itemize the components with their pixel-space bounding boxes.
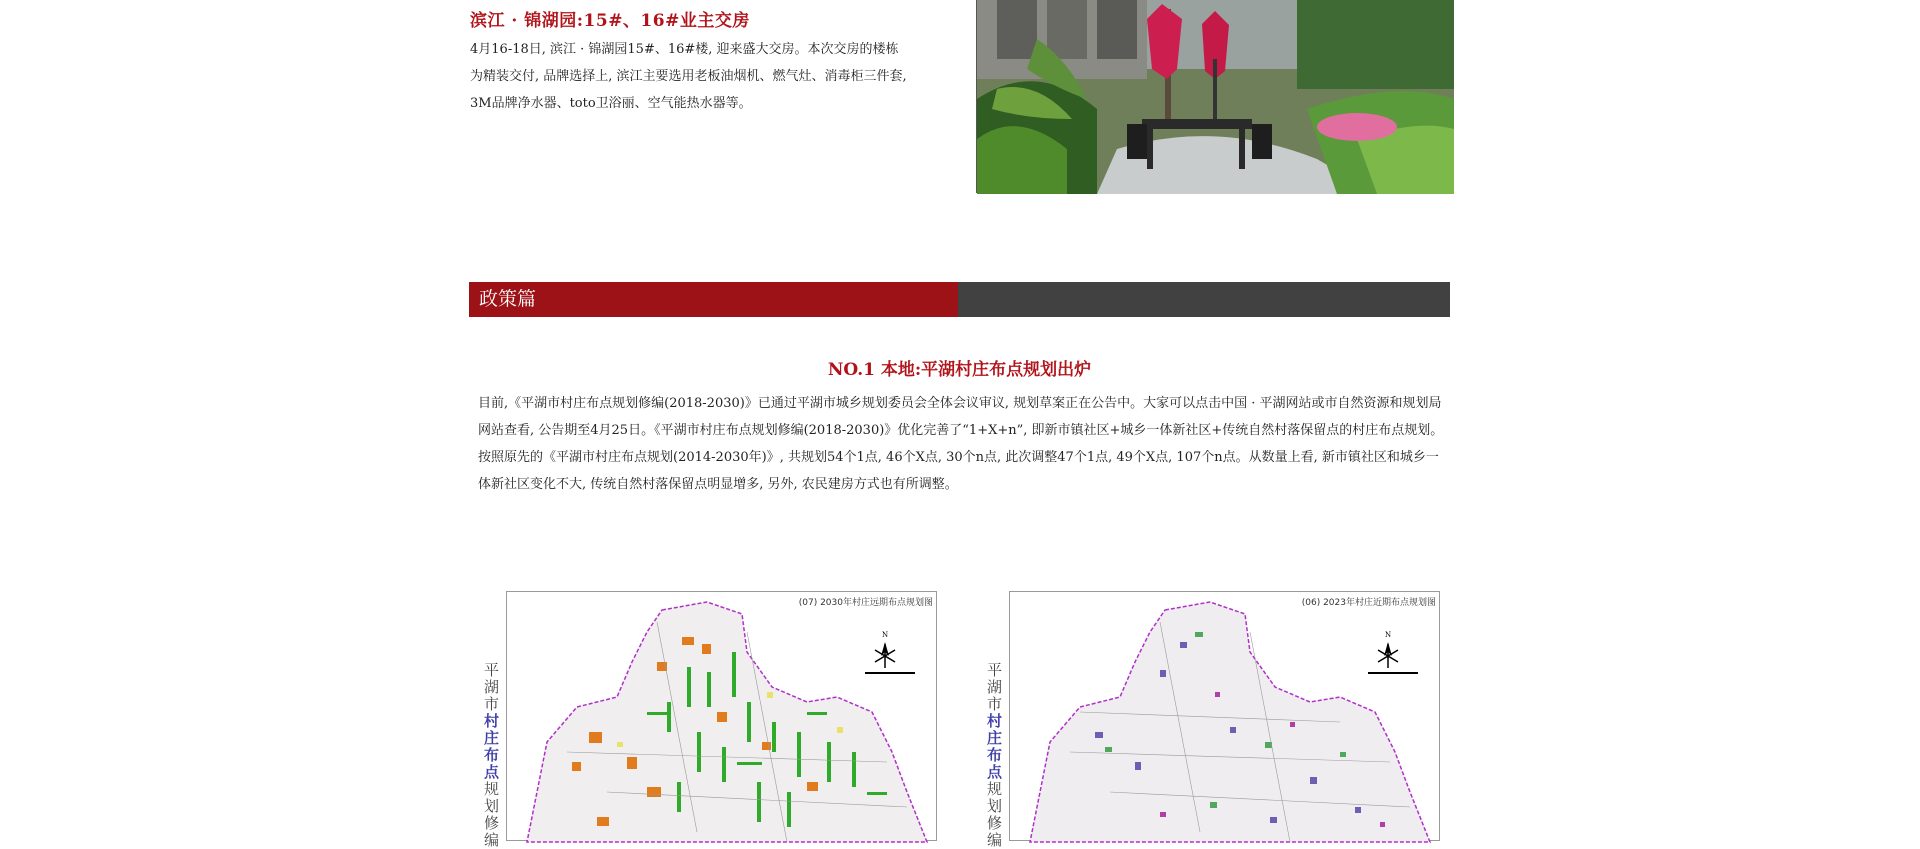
- section-label: 政策篇: [469, 282, 958, 317]
- map-vertical-title: 平湖市村庄布点规划修编: [987, 661, 1003, 849]
- compass-icon: [1368, 631, 1418, 674]
- article-paragraph: 目前,《平湖市村庄布点规划修编(2018-2030)》已通过平湖市城乡规划委员会全体会议审议, 规划草案正在公告中。大家可以点击中国 · 平湖网站或市自然资源和规划局网站查看, 公告期至4月25日。《平湖市村庄布点规划修编(2018-2030)》优化完善了“1+X+n”, 即新市镇社区+城乡一体新社区+传统自然村落保留点的村庄布点规划。: [478, 396, 1444, 438]
- village-plan-map-2023: [1009, 591, 1440, 841]
- article-title: NO.1 本地:平湖村庄布点规划出炉: [827, 360, 1092, 380]
- svg-text:N: N: [1385, 631, 1392, 639]
- map-caption: (06) 2023年村庄近期布点规划图: [1301, 598, 1436, 608]
- news-body: 4月16-18日, 滨江 · 锦湖园15#、16#楼, 迎来盛大交房。本次交房的楼栋为精装交付, 品牌选择上, 滨江主要选用老板油烟机、燃气灶、消毒柜三件套, 3M品牌净水器、toto卫浴丽、空气能热水器等。: [470, 42, 907, 111]
- garden-photo: [976, 0, 1453, 193]
- svg-text:N: N: [882, 631, 889, 639]
- article-body: [478, 390, 1450, 498]
- map-caption: (07) 2030年村庄远期布点规划图: [798, 598, 933, 608]
- compass-icon: [865, 631, 915, 674]
- section-bar-fill: [958, 282, 1450, 317]
- village-plan-map-2030: [506, 591, 937, 841]
- news-title: 滨江 · 锦湖园:15#、16#业主交房: [470, 11, 750, 31]
- article-paragraph: 按照原先的《平湖市村庄布点规划(2014-2030年)》, 共规划54个1点, 46个X点, 30个n点, 此次调整47个1点, 49个X点, 107个n点。从数量上看, 新市镇社区和城乡一体新社区变化不大, 传统自然村落保留点明显增多, 另外, 农民建房方式也有所调整。: [478, 450, 1439, 492]
- section-header-bar: [469, 282, 1450, 317]
- map-vertical-title: 平湖市村庄布点规划修编: [484, 661, 500, 849]
